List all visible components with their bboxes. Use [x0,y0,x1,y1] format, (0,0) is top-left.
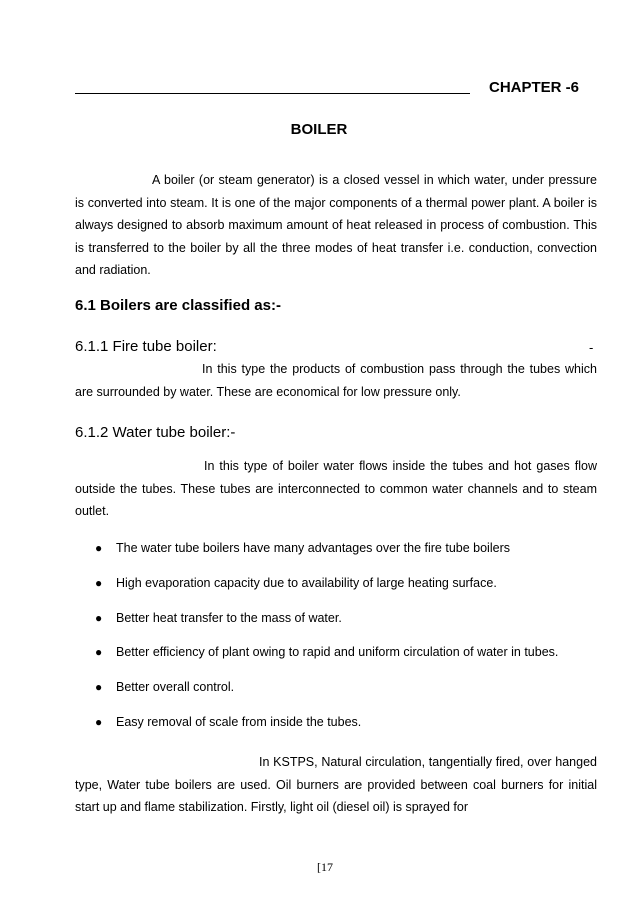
water-tube-text: In this type of boiler water flows inside the tubes and hot gases flow outside the tubes. These tubes are interconnected to common water channels and to steam outlet. [75,459,597,518]
chapter-label: CHAPTER -6 [488,79,579,96]
closing-text: In KSTPS, Natural circulation, tangentially fired, over hanged type, Water tube boilers are used. Oil burners are provided between coal burners for initial start up and flame stabilization. Firstly, light oil (diesel oil) is sprayed for [75,755,597,814]
fire-tube-paragraph [75,358,597,403]
list-item: ● The water tube boilers have many advantages over the fire tube boilers [75,538,597,573]
list-item: ● High evaporation capacity due to availability of large heating surface. [75,573,597,608]
fire-tube-trailing-mark: - [589,340,594,355]
intro-text: A boiler (or steam generator) is a closed vessel in which water, under pressure is converted into steam. It is one of the major components of a thermal power plant. A boiler is always designed to absorb maximum amount of heat released in process of combustion. This is transferred to the boiler by all the three modes of heat transfer i.e. conduction, convection and radiation. [75,173,597,277]
page-title: BOILER [290,121,348,138]
water-tube-paragraph [75,455,597,523]
intro-paragraph [75,169,597,282]
fire-tube-heading: 6.1.1 Fire tube boiler: [75,338,217,355]
water-tube-heading: 6.1.2 Water tube boiler:- [75,424,236,441]
fire-tube-text: In this type the products of combustion pass through the tubes which are surrounded by water. These are economical for low pressure only. [75,362,597,399]
section-heading: 6.1 Boilers are classified as:- [75,297,281,314]
list-item: ● Better efficiency of plant owing to rapid and uniform circulation of water in tubes. [75,642,597,677]
page-number: [17 [317,860,333,874]
advantages-list [75,538,597,747]
bullet-icon: ● [95,610,103,625]
chapter-underline [75,93,470,94]
list-item: ● Easy removal of scale from inside the tubes. [75,712,597,747]
bullet-icon: ● [95,714,103,729]
bullet-icon: ● [95,575,103,590]
bullet-icon: ● [95,680,103,695]
chapter-header [75,79,583,95]
bullet-icon: ● [95,645,103,660]
closing-paragraph [75,751,597,819]
bullet-icon: ● [95,541,103,555]
list-item: ● Better heat transfer to the mass of water. [75,608,597,643]
list-item: ● Better overall control. [75,677,597,712]
